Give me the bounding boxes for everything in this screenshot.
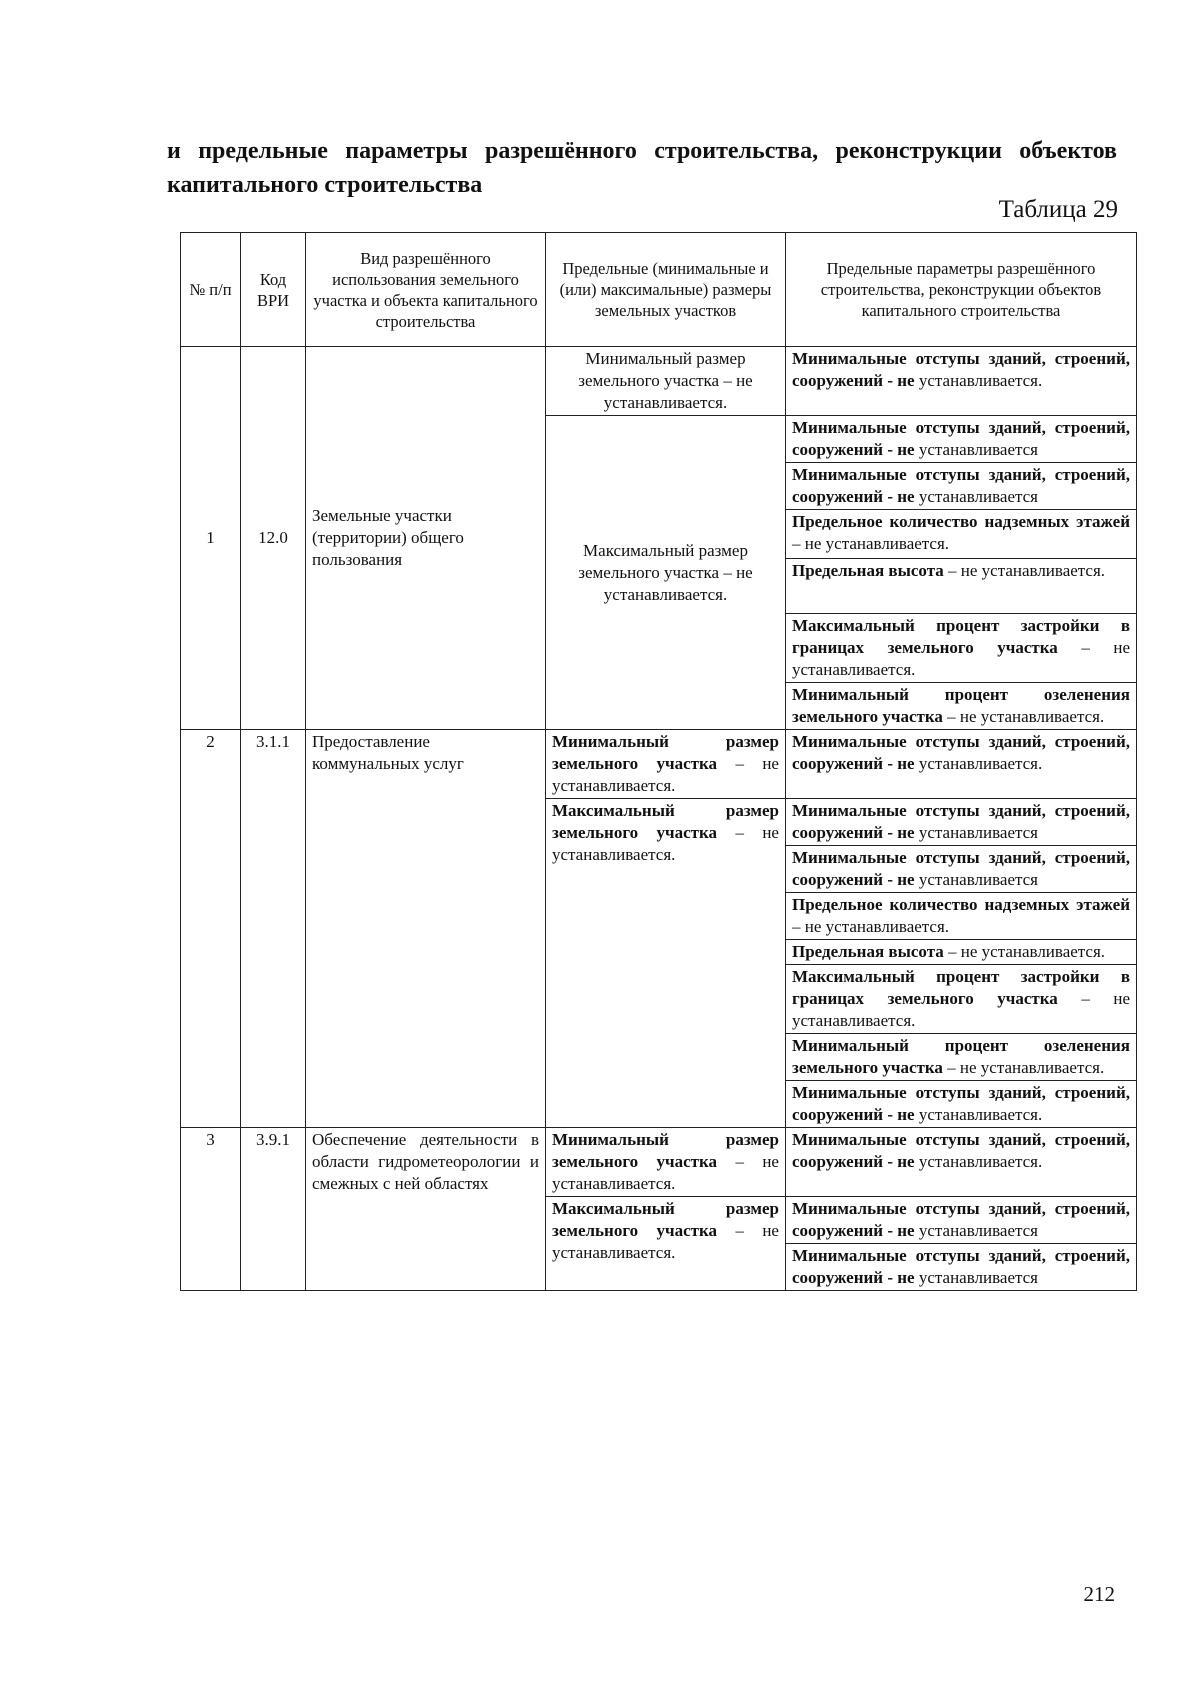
param-rest: – не устанавливается. — [792, 534, 950, 553]
row-param — [786, 730, 1137, 799]
param-bold: Минимальный процент озеленения земельного участка — [792, 685, 1130, 726]
row-use-type: Предоставление коммунальных услуг — [306, 730, 546, 1128]
size-bold: Минимальный размер земельного участка — [552, 732, 779, 773]
row-min-size — [546, 730, 786, 799]
row-min-size — [546, 1128, 786, 1197]
param-bold: Минимальный процент озеленения земельного участка — [792, 1036, 1130, 1077]
row-param — [786, 940, 1137, 965]
param-bold: Минимальные отступы зданий, строений, сооружений - не — [792, 1246, 1130, 1287]
size-rest: – не устанавливается. — [552, 754, 779, 795]
row-param — [786, 683, 1137, 730]
row-param — [786, 1197, 1137, 1244]
size-rest: – не устанавливается. — [552, 823, 779, 864]
param-bold: Минимальные отступы зданий, строений, сооружений - не — [792, 349, 1130, 390]
row-param — [786, 965, 1137, 1034]
param-rest: устанавливается — [914, 487, 1038, 506]
param-rest: – не устанавливается. — [792, 917, 950, 936]
row-param — [786, 1244, 1137, 1291]
table-row — [181, 730, 1137, 799]
param-rest: устанавливается — [914, 440, 1038, 459]
param-bold: Минимальные отступы зданий, строений, сооружений - не — [792, 1199, 1130, 1240]
page-number: 212 — [1083, 1582, 1115, 1606]
param-bold: Максимальный процент застройки в границах земельного участка — [792, 616, 1130, 657]
row-code: 3.1.1 — [241, 730, 306, 1128]
param-rest: – не устанавливается. — [943, 942, 1106, 961]
param-rest: устанавливается. — [914, 1105, 1043, 1124]
param-bold: Максимальный процент застройки в границах земельного участка — [792, 967, 1130, 1008]
column-header-plot-sizes: Предельные (минимальные и (или) максимальные) размеры земельных участков — [546, 233, 786, 347]
param-rest: устанавливается — [914, 823, 1038, 842]
param-rest: устанавливается — [914, 1221, 1038, 1240]
param-bold: Минимальные отступы зданий, строений, сооружений - не — [792, 848, 1130, 889]
column-header-code: Код ВРИ — [241, 233, 306, 347]
param-rest: устанавливается. — [914, 371, 1043, 390]
size-bold: Максимальный размер земельного участка — [552, 801, 779, 842]
land-use-parameters-table — [180, 232, 1137, 1291]
row-number: 3 — [181, 1128, 241, 1291]
table-row — [181, 347, 1137, 416]
table-caption: Таблица 29 — [998, 196, 1118, 223]
table-row — [181, 1128, 1137, 1197]
param-rest: устанавливается — [914, 1268, 1038, 1287]
param-bold: Предельная высота — [792, 561, 944, 580]
param-bold: Минимальные отступы зданий, строений, сооружений - не — [792, 465, 1130, 506]
param-bold: Предельное количество надземных этажей — [792, 895, 1130, 914]
param-rest: – не устанавливается. — [942, 707, 1105, 726]
row-min-size: Минимальный размер земельного участка – не устанавливается. — [546, 347, 786, 416]
param-rest: – не устанавливается. — [943, 561, 1106, 580]
param-bold: Предельная высота — [792, 942, 944, 961]
param-bold: Минимальные отступы зданий, строений, сооружений - не — [792, 1083, 1130, 1124]
size-bold: Минимальный размер земельного участка — [552, 1130, 779, 1171]
size-bold: Максимальный размер земельного участка — [552, 1199, 779, 1240]
row-param — [786, 846, 1137, 893]
row-param — [786, 1034, 1137, 1081]
row-code: 3.9.1 — [241, 1128, 306, 1291]
row-param — [786, 416, 1137, 463]
row-param — [786, 1081, 1137, 1128]
param-bold: Минимальные отступы зданий, строений, сооружений - не — [792, 418, 1130, 459]
param-rest: устанавливается — [914, 870, 1038, 889]
row-param — [786, 559, 1137, 614]
param-bold: Минимальные отступы зданий, строений, сооружений - не — [792, 732, 1130, 773]
table-header-row — [181, 233, 1137, 347]
param-rest: – не устанавливается. — [942, 1058, 1105, 1077]
row-code: 12.0 — [241, 347, 306, 730]
param-bold: Минимальные отступы зданий, строений, сооружений - не — [792, 801, 1130, 842]
param-rest: – не устанавливается. — [792, 638, 1130, 679]
column-header-use-type: Вид разрешённого использования земельного участка и объекта капитального строительства — [306, 233, 546, 347]
row-use-type: Земельные участки (территории) общего пользования — [306, 347, 546, 730]
param-bold: Минимальные отступы зданий, строений, сооружений - не — [792, 1130, 1130, 1171]
section-heading: и предельные параметры разрешённого строительства, реконструкции объектов капитального строительства — [167, 138, 1117, 198]
column-header-number: № п/п — [181, 233, 241, 347]
param-rest: – не устанавливается. — [792, 989, 1130, 1030]
row-param — [786, 614, 1137, 683]
row-param — [786, 510, 1137, 559]
param-rest: устанавливается. — [914, 754, 1043, 773]
row-param — [786, 463, 1137, 510]
row-param — [786, 799, 1137, 846]
column-header-building-params: Предельные параметры разрешённого строительства, реконструкции объектов капитального строительства — [786, 233, 1137, 347]
row-param — [786, 1128, 1137, 1197]
row-number: 2 — [181, 730, 241, 1128]
size-rest: – не устанавливается. — [552, 1221, 779, 1262]
row-max-size: Максимальный размер земельного участка – не устанавливается. — [546, 416, 786, 730]
row-number: 1 — [181, 347, 241, 730]
row-param — [786, 347, 1137, 416]
param-bold: Предельное количество надземных этажей — [792, 512, 1130, 531]
size-rest: – не устанавливается. — [552, 1152, 779, 1193]
row-max-size — [546, 799, 786, 1128]
row-param — [786, 893, 1137, 940]
row-max-size — [546, 1197, 786, 1291]
param-rest: устанавливается. — [914, 1152, 1043, 1171]
row-use-type: Обеспечение деятельности в области гидрометеорологии и смежных с ней областях — [306, 1128, 546, 1291]
